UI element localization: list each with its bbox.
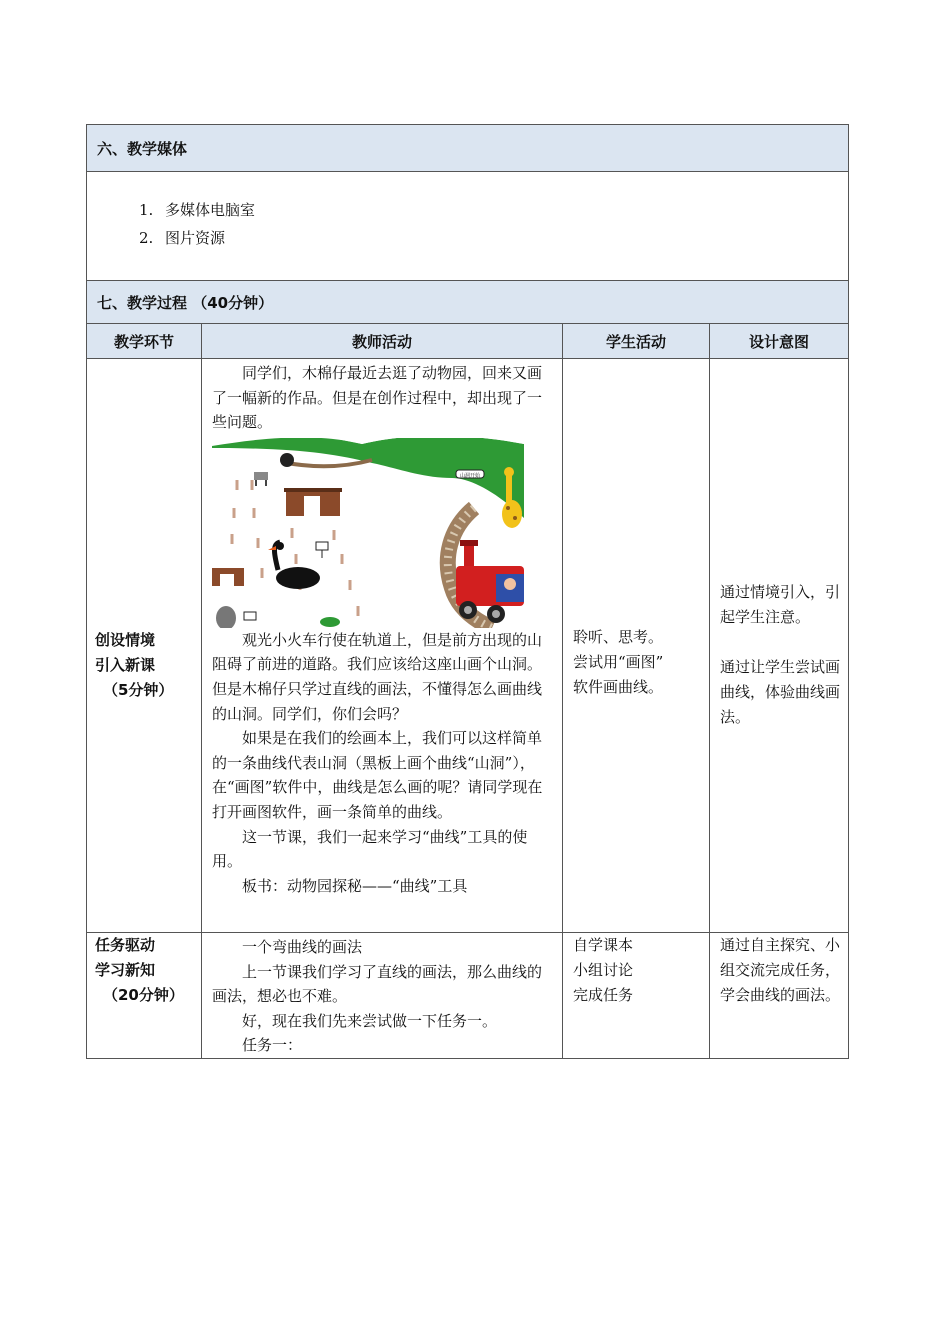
teacher-paragraph: 一个弯曲线的画法	[242, 938, 363, 956]
media-item-number: 2.	[139, 229, 154, 247]
teacher-activity-intro	[202, 359, 563, 933]
teacher-paragraph: 这一节课，我们一起来学习“曲线”工具的使用。	[212, 827, 528, 871]
media-item-text: 多媒体电脑室	[165, 201, 256, 219]
table-row	[87, 933, 849, 1059]
stage-line: 创设情境	[95, 631, 156, 649]
teacher-activity-task	[202, 933, 563, 1059]
design-intent-intro	[710, 359, 849, 933]
scene-sign-text: 山洞开始	[459, 472, 481, 479]
header-intent: 设计意图	[710, 324, 849, 359]
stage-line: （20分钟）	[103, 986, 184, 1004]
student-line: 小组讨论	[573, 961, 634, 979]
teacher-paragraph: 好，现在我们先来尝试做一下任务一。	[242, 1011, 498, 1030]
header-student: 学生活动	[563, 324, 710, 359]
zoo-scene-image	[212, 438, 524, 628]
teacher-paragraph: 任务一：	[242, 1036, 303, 1055]
student-line: 软件画曲线。	[573, 678, 664, 696]
teacher-paragraph: 观光小火车行使在轨道上，但是前方出现的山阻碍了前进的道路。我们应该给这座山画个山洞。但是木棉仔只学过直线的画法，不懂得怎么画曲线的山洞。同学们，你们会吗？	[212, 630, 543, 723]
lesson-plan-page	[86, 124, 848, 1059]
student-line: 聆听、思考。	[573, 628, 664, 646]
student-line: 尝试用“画图”	[573, 653, 664, 671]
stage-line: （5分钟）	[103, 681, 174, 699]
student-line: 自学课本	[573, 936, 634, 954]
stage-task	[87, 933, 202, 1059]
teacher-paragraph: 板书：动物园探秘——“曲线”工具	[242, 876, 468, 895]
media-item	[139, 196, 848, 224]
teacher-paragraph: 如果是在我们的绘画本上，我们可以这样简单的一条曲线代表山洞（黑板上画个曲线“山洞”），在“画图”软件中，曲线是怎么画的呢？请同学现在打开画图软件，画一条简单的曲线。	[212, 729, 543, 821]
header-teacher: 教师活动	[202, 324, 563, 359]
header-stage: 教学环节	[87, 324, 202, 359]
media-item	[139, 224, 848, 252]
intent-paragraph: 通过情境引入，引起学生注意。	[720, 582, 841, 626]
student-activity-task	[563, 933, 710, 1059]
intent-paragraph: 通过自主探究、小组交流完成任务，学会曲线的画法。	[720, 936, 841, 1004]
intent-paragraph: 通过让学生尝试画曲线，体验曲线画法。	[720, 657, 841, 726]
design-intent-task	[710, 933, 849, 1059]
section-media-body	[87, 172, 849, 281]
media-item-number: 1.	[139, 201, 154, 219]
section-process-title: 七、教学过程 （40分钟）	[87, 281, 849, 324]
section-media-title: 六、教学媒体	[87, 125, 849, 172]
student-activity-intro	[563, 359, 710, 933]
teacher-paragraph: 上一节课我们学习了直线的画法，那么曲线的画法，想必也不难。	[212, 962, 543, 1006]
stage-line: 引入新课	[95, 656, 156, 674]
table-row	[87, 359, 849, 933]
stage-intro	[87, 359, 202, 933]
media-list	[139, 196, 848, 252]
media-item-text: 图片资源	[165, 229, 226, 247]
teacher-paragraph: 同学们，木棉仔最近去逛了动物园，回来又画了一幅新的作品。但是在创作过程中，却出现了一些问题。	[212, 364, 543, 432]
stage-line: 学习新知	[95, 961, 156, 979]
student-line: 完成任务	[573, 986, 634, 1004]
lesson-plan-table	[86, 124, 849, 1059]
stage-line: 任务驱动	[95, 936, 156, 954]
